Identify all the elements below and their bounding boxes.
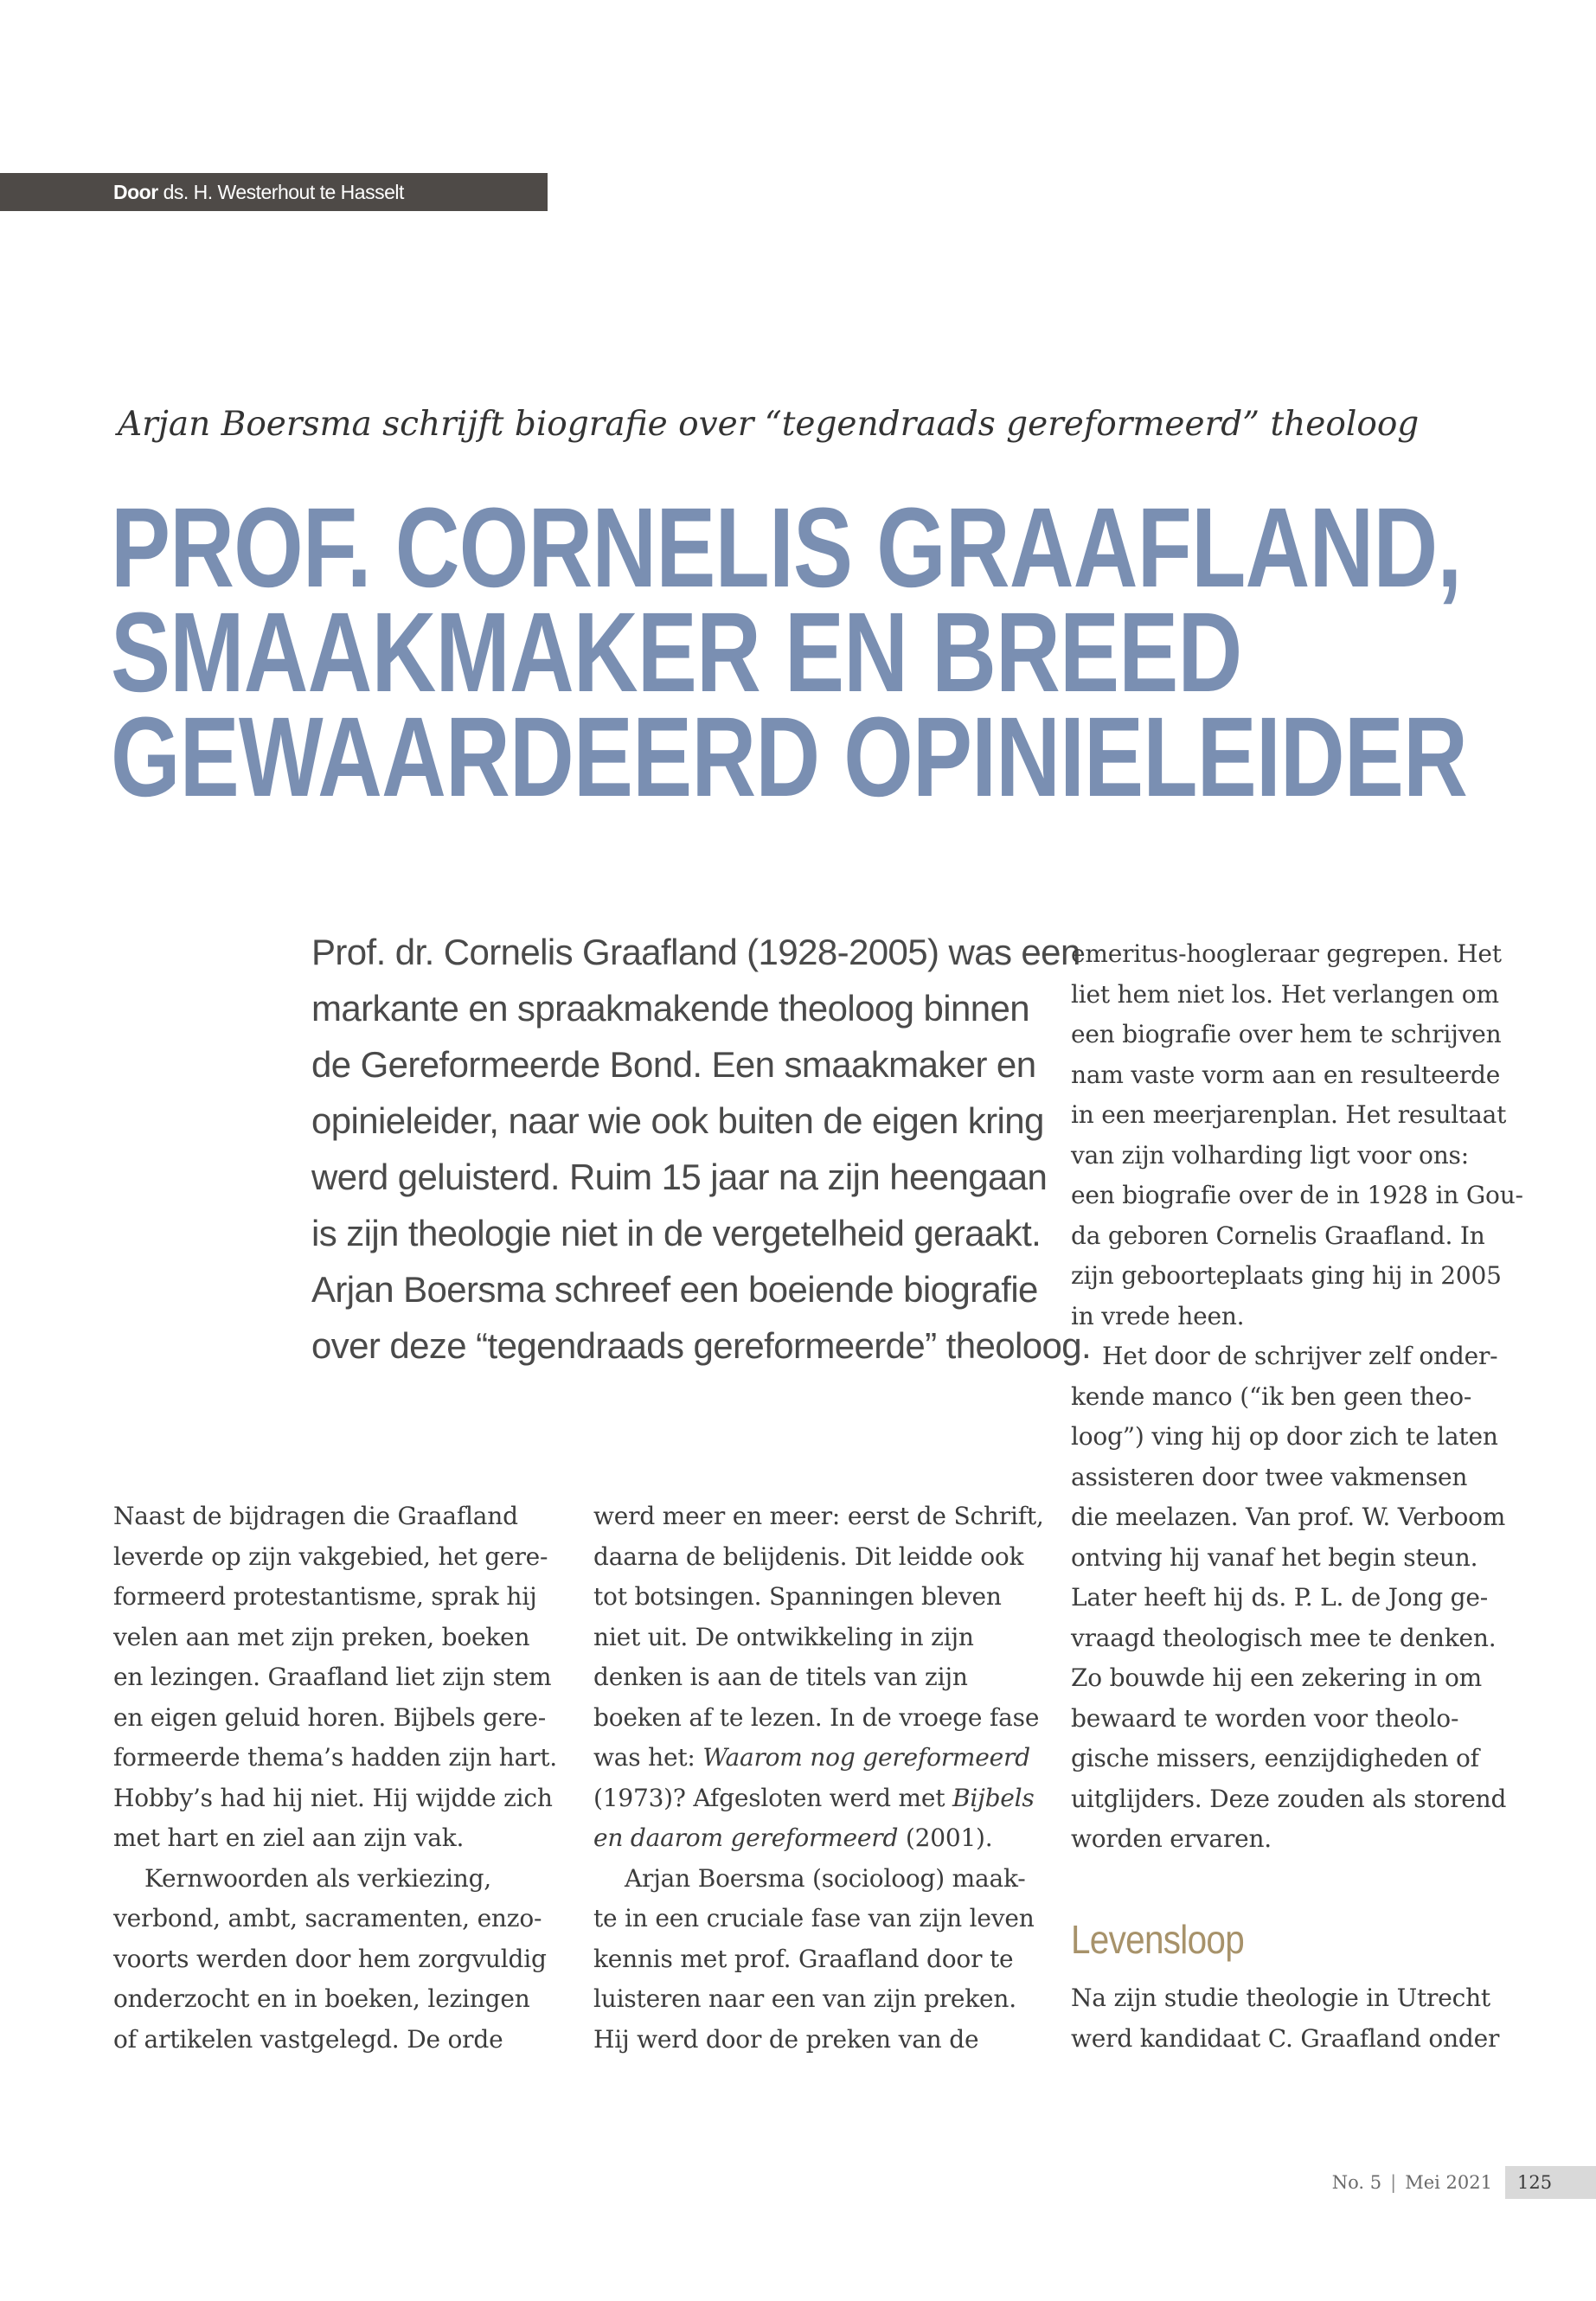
intro-line: markante en spraakmakende theoloog binnen <box>311 988 1029 1029</box>
body-column-3-continued <box>1071 1978 1555 2059</box>
issue-date: Mei 2021 <box>1405 2172 1492 2193</box>
body-line: Het door de schrijver zelf onder- <box>1102 1342 1498 1370</box>
body-line: niet uit. De ontwikkeling in zijn <box>593 1622 974 1651</box>
byline-door: Door <box>113 181 158 203</box>
body-column-1 <box>113 1497 563 2060</box>
intro-line: de Gereformeerde Bond. Een smaakmaker en <box>311 1044 1036 1085</box>
body-line: Hij werd door de preken van de <box>593 2024 979 2054</box>
body-line: denken is aan de titels van zijn <box>593 1663 968 1691</box>
body-line: Hobby’s had hij niet. Hij wijdde zich <box>113 1783 553 1812</box>
body-line: da geboren Cornelis Graafland. In <box>1071 1221 1485 1250</box>
body-text: was het: <box>593 1743 703 1772</box>
body-line: of artikelen vastgelegd. De orde <box>113 2024 503 2054</box>
body-line: en eigen geluid horen. Bijbels gere- <box>113 1702 547 1732</box>
body-line: boeken af te lezen. In de vroege fase <box>593 1702 1040 1732</box>
body-line: werd kandidaat C. Graafland onder <box>1071 2023 1500 2053</box>
body-line: formeerd protestantisme, sprak hij <box>113 1582 537 1611</box>
body-line: liet hem niet los. Het verlangen om <box>1071 979 1499 1009</box>
headline-line: GEWAARDEERD OPINIELEIDER <box>111 693 1468 820</box>
intro-line: is zijn theologie niet in de vergetelheid geraakt. <box>311 1213 1042 1253</box>
byline-author: ds. H. Westerhout te Hasselt <box>163 181 404 203</box>
body-line: assisteren door twee vakmensen <box>1071 1462 1468 1491</box>
body-line <box>593 1738 1043 1779</box>
body-line: bewaard te worden voor theolo- <box>1071 1703 1459 1733</box>
intro-line: over deze “tegendraads gereformeerde” theoloog. <box>311 1325 1092 1366</box>
body-line: Zo bouwde hij een zekering in om <box>1071 1663 1482 1692</box>
book-title: en daarom gereformeerd <box>593 1823 899 1852</box>
body-line: verbond, ambt, sacramenten, enzo- <box>113 1904 542 1932</box>
body-line <box>593 1818 1043 1859</box>
body-line: een biografie over hem te schrijven <box>1071 1020 1502 1048</box>
intro-line: Prof. dr. Cornelis Graafland (1928-2005) was een <box>311 932 1080 972</box>
body-line: voorts werden door hem zorgvuldig <box>113 1944 547 1973</box>
body-line: luisteren naar een van zijn preken. <box>593 1984 1016 2013</box>
headline-line: SMAAKMAKER EN BREED <box>111 588 1242 715</box>
body-line: kennis met prof. Graafland door te <box>593 1944 1014 1973</box>
body-line: die meelazen. Van prof. W. Verboom <box>1071 1503 1506 1531</box>
body-line: vraagd theologisch mee te denken. <box>1071 1623 1497 1652</box>
body-line: en lezingen. Graafland liet zijn stem <box>113 1663 552 1691</box>
book-title: Bijbels <box>952 1783 1035 1812</box>
body-text: (2001). <box>898 1823 993 1852</box>
body-line: Later heeft hij ds. P. L. de Jong ge- <box>1071 1583 1488 1612</box>
body-line: worden ervaren. <box>1071 1824 1272 1853</box>
body-line: leverde op zijn vakgebied, het gere- <box>113 1541 548 1571</box>
body-line: tot botsingen. Spanningen bleven <box>593 1582 1002 1611</box>
body-line: velen aan met zijn preken, boeken <box>113 1622 530 1651</box>
book-title: Waarom nog gereformeerd <box>702 1743 1030 1772</box>
body-line: Na zijn studie theologie in Utrecht <box>1071 1984 1490 2012</box>
body-line: zijn geboorteplaats ging hij in 2005 <box>1071 1261 1502 1290</box>
footer-separator: | <box>1390 2172 1397 2193</box>
body-line: formeerde thema’s hadden zijn hart. <box>113 1743 558 1772</box>
body-text: (1973)? Afgesloten werd met <box>593 1783 952 1812</box>
article-headline <box>111 484 1468 820</box>
body-line: onderzocht en in boeken, lezingen <box>113 1984 530 2013</box>
body-column-2 <box>593 1497 1043 2060</box>
body-line: ontving hij vanaf het begin steun. <box>1071 1542 1478 1572</box>
body-line <box>593 1779 1043 1819</box>
body-line: Naast de bijdragen die Graafland <box>113 1502 518 1530</box>
body-line: Arjan Boersma (socioloog) maak- <box>625 1863 1026 1893</box>
body-line: gische missers, eenzijdigheden of <box>1071 1744 1479 1772</box>
body-line: in vrede heen. <box>1071 1301 1245 1330</box>
headline-line: PROF. CORNELIS GRAAFLAND, <box>111 484 1462 611</box>
body-line: in een meerjarenplan. Het resultaat <box>1071 1100 1507 1129</box>
body-line: van zijn volharding ligt voor ons: <box>1071 1140 1469 1170</box>
body-line: uitglijders. Deze zouden als storend <box>1071 1784 1507 1813</box>
author-byline-bar <box>0 173 548 211</box>
section-heading: Levensloop <box>1071 1917 1245 1962</box>
body-line: werd meer en meer: eerst de Schrift, <box>593 1502 1044 1530</box>
intro-lead <box>311 924 1092 1374</box>
body-line: Kernwoorden als verkiezing, <box>144 1863 491 1893</box>
intro-line: opinieleider, naar wie ook buiten de eigen kring <box>311 1100 1044 1141</box>
intro-line: Arjan Boersma schreef een boeiende biografie <box>311 1269 1038 1310</box>
body-line: loog”) ving hij op door zich te laten <box>1071 1422 1498 1451</box>
body-line: te in een cruciale fase van zijn leven <box>593 1904 1035 1932</box>
page-number: 125 <box>1505 2166 1596 2199</box>
body-line: een biografie over de in 1928 in Gou- <box>1071 1181 1523 1209</box>
article-subtitle: Arjan Boersma schrijft biografie over “tegendraads gereformeerd” theoloog <box>118 405 1420 444</box>
footer-issue-info <box>1332 2166 1492 2199</box>
body-line: emeritus-hoogleraar gegrepen. Het <box>1071 939 1502 968</box>
body-column-3 <box>1071 934 1521 1860</box>
intro-line: werd geluisterd. Ruim 15 jaar na zijn heengaan <box>311 1157 1048 1197</box>
issue-number: No. 5 <box>1331 2172 1382 2193</box>
body-line: daarna de belijdenis. Dit leidde ook <box>593 1541 1024 1571</box>
body-line: kende manco (“ik ben geen theo- <box>1071 1381 1472 1411</box>
body-line: met hart en ziel aan zijn vak. <box>113 1823 465 1852</box>
body-line: nam vaste vorm aan en resulteerde <box>1071 1060 1501 1089</box>
